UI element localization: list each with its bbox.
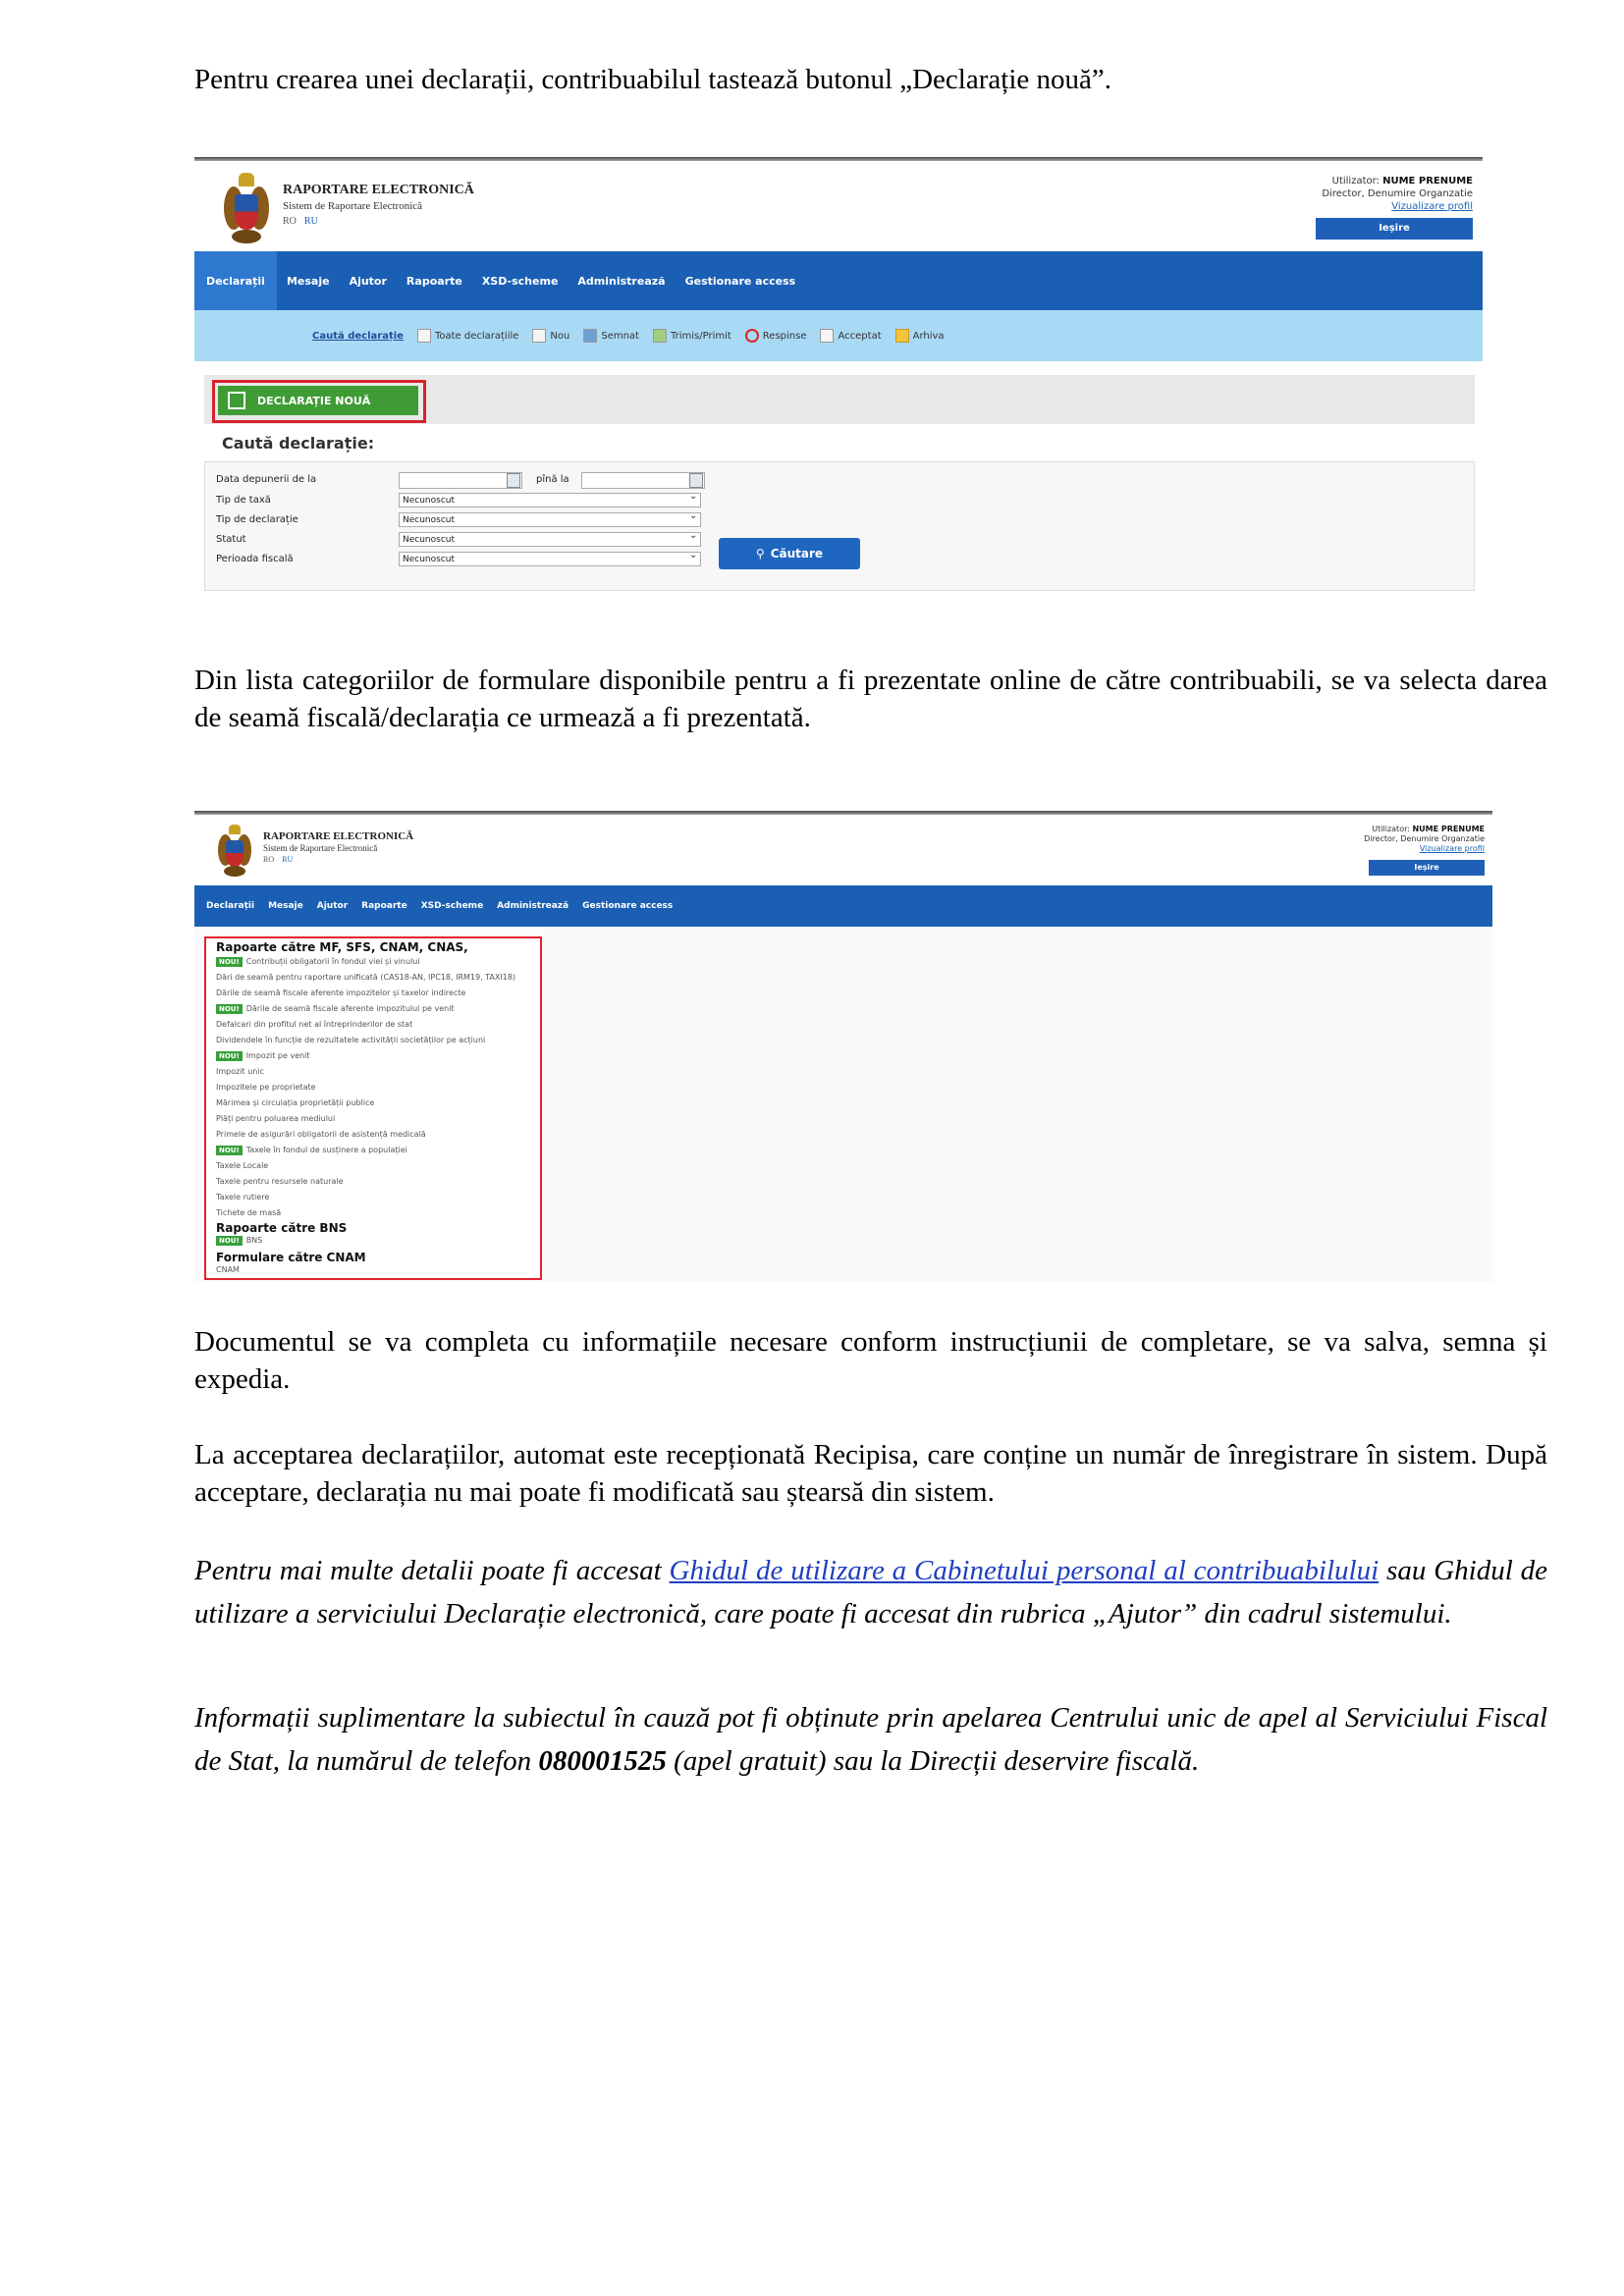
nav-declaratii[interactable]: Declarații: [194, 251, 277, 310]
section-heading-mf: Rapoarte către MF, SFS, CNAM, CNAS,: [216, 940, 468, 954]
user-role: Director, Denumire Organzatie: [1364, 834, 1485, 843]
list-item-label: Taxele în fondul de susținere a populației: [245, 1146, 407, 1154]
new-badge: NOU!: [216, 1004, 243, 1014]
search-button-label: Căutare: [770, 547, 824, 561]
list-item-label: Mărimea și circulația proprietății publice: [216, 1098, 375, 1107]
subnav-sent-label: Trimis/Primit: [670, 330, 731, 342]
nav-xsd-scheme[interactable]: XSD-scheme: [481, 274, 559, 288]
list-item[interactable]: [216, 1098, 374, 1107]
section-heading-cnam: Formulare către CNAM: [216, 1251, 366, 1264]
nav-mesaje[interactable]: Mesaje: [268, 901, 303, 911]
app-title: RAPORTARE ELECTRONICĂ: [283, 183, 474, 197]
nav-ajutor[interactable]: Ajutor: [349, 274, 387, 288]
list-item-label: Plăți pentru poluarea mediului: [216, 1114, 336, 1123]
list-item-label: Impozitele pe proprietate: [216, 1083, 316, 1092]
user-label: Utilizator:: [1331, 176, 1380, 187]
exit-button[interactable]: Ieșire: [1369, 860, 1485, 876]
list-item-label: BNS: [245, 1236, 263, 1245]
app-title: RAPORTARE ELECTRONICĂ: [263, 830, 414, 842]
select-form-paragraph: Din lista categoriilor de formulare disponibile pentru a fi prezentate online de către contribuabili, se va selecta darea de seamă fiscală/declarația ce urmează a fi prezentată.: [194, 665, 1547, 733]
date-from-label: Data depunerii de la: [216, 474, 317, 485]
nav-rapoarte[interactable]: Rapoarte: [406, 274, 462, 288]
list-item[interactable]: [216, 1114, 335, 1123]
screenshot-new-declaration: [194, 157, 1483, 611]
edit-icon: [228, 392, 245, 409]
subnav-new[interactable]: [532, 329, 569, 343]
new-badge: NOU!: [216, 957, 243, 967]
decl-type-select[interactable]: Necunoscut: [399, 512, 701, 527]
list-item[interactable]: [216, 957, 420, 967]
form-category-list: [204, 936, 542, 1280]
info-text-post: (apel gratuit) sau la Direcții deservire fiscală.: [666, 1745, 1200, 1777]
list-item[interactable]: [216, 1020, 412, 1029]
nav-gestionare-access[interactable]: Gestionare access: [582, 901, 674, 911]
date-from-input[interactable]: [399, 472, 522, 489]
user-role: Director, Denumire Organzatie: [1322, 188, 1473, 199]
guide-text-post: sau Ghidul de utilizare a serviciului Declarație electronică, care poate fi accesat din rubrica „Ajutor” din cadrul sistemului.: [194, 1555, 1547, 1629]
list-item-label: Primele de asigurări obligatorii de asistență medicală: [216, 1130, 426, 1139]
lang-ru-link[interactable]: RU: [303, 216, 318, 227]
subnav-signed[interactable]: [583, 329, 639, 343]
list-item-label: Impozit pe venit: [245, 1051, 310, 1060]
accepted-icon: [820, 329, 834, 343]
list-item[interactable]: [216, 1236, 262, 1246]
list-item-label: Defalcari din profitul net al întreprinderilor de stat: [216, 1020, 413, 1029]
acceptance-paragraph: La acceptarea declarațiilor, automat este recepționată Recipisa, care conține un număr de înregistrare în sistem. După acceptare, declarația nu mai poate fi modificată sau ștearsă din sistem.: [194, 1439, 1547, 1508]
user-info: [1322, 175, 1473, 213]
lang-ru-link[interactable]: RU: [282, 855, 294, 864]
language-switch: [283, 216, 474, 227]
nav-administreaza[interactable]: Administrează: [577, 274, 666, 288]
list-item-label: Taxele rutiere: [216, 1193, 270, 1201]
list-item-label: Taxele Locale: [216, 1161, 269, 1170]
search-form: [204, 461, 1475, 591]
status-label: Statut: [216, 534, 246, 545]
list-item-label: Dările de seamă fiscale aferente impozitelor și taxelor indirecte: [216, 988, 466, 997]
nav-rapoarte[interactable]: Rapoarte: [361, 901, 407, 911]
screenshot-form-list: [194, 811, 1492, 1282]
list-item[interactable]: [216, 1161, 268, 1170]
brand: [218, 825, 413, 880]
language-switch: [263, 855, 413, 864]
intro-paragraph: Pentru crearea unei declarații, contribuabilul tastează butonul „Declarație nouă”.: [194, 64, 1111, 95]
list-item[interactable]: [216, 1004, 455, 1014]
main-nav: [194, 885, 1492, 927]
subnav-rejected[interactable]: [745, 329, 807, 343]
subnav-search[interactable]: Caută declarație: [312, 330, 404, 342]
search-title: Caută declarație:: [222, 434, 375, 453]
chevron-down-icon: ⌄: [689, 530, 698, 541]
archive-icon: [895, 329, 909, 343]
sub-nav: [194, 310, 1483, 361]
guide-text-pre: Pentru mai multe detalii poate fi accesat: [194, 1555, 670, 1586]
app-subtitle: Sistem de Raportare Electronică: [283, 200, 423, 212]
rejected-icon: [745, 329, 759, 343]
lang-ro-link[interactable]: RO: [263, 855, 275, 864]
user-name: NUME PRENUME: [1382, 176, 1473, 187]
coat-of-arms-icon: [218, 825, 251, 880]
main-nav: [194, 251, 1483, 310]
list-item[interactable]: [216, 1036, 485, 1044]
nav-administreaza[interactable]: Administrează: [497, 901, 569, 911]
decl-type-label: Tip de declarație: [216, 514, 298, 525]
chevron-down-icon: ⌄: [689, 510, 698, 521]
new-badge: NOU!: [216, 1051, 243, 1061]
period-select[interactable]: Necunoscut: [399, 552, 701, 566]
calendar-icon[interactable]: [689, 473, 703, 488]
list-item[interactable]: [216, 1265, 240, 1274]
list-item-label: Contribuții obligatorii în fondul viei și vinului: [245, 957, 420, 966]
guide-paragraph: [194, 1549, 1547, 1635]
subnav-signed-label: Semnat: [601, 330, 639, 342]
brand-text: [263, 830, 413, 864]
calendar-icon[interactable]: [507, 473, 520, 488]
list-item-label: Dările de seamă fiscale aferente impozitului pe venit: [245, 1004, 455, 1013]
subnav-all[interactable]: [417, 329, 518, 343]
complete-paragraph: Documentul se va completa cu informațiile necesare conform instrucțiunii de completare, se va salva, semna și expedia.: [194, 1326, 1547, 1395]
subnav-archive-label: Arhiva: [912, 330, 945, 342]
list-item[interactable]: [216, 1146, 407, 1155]
subnav-accepted-label: Acceptat: [838, 330, 882, 342]
list-item[interactable]: [216, 1130, 426, 1139]
user-info: [1364, 825, 1485, 854]
lang-ro-link[interactable]: RO: [283, 216, 297, 227]
list-item-label: Impozit unic: [216, 1067, 264, 1076]
phone-number: 080001525: [538, 1745, 667, 1777]
search-button[interactable]: [719, 538, 860, 569]
list-item-label: Dări de seamă pentru raportare unificată (CAS18-AN, IPC18, IRM19, TAXI18): [216, 973, 516, 982]
brand-text: [283, 183, 474, 227]
chevron-down-icon: ⌄: [689, 491, 698, 502]
list-item[interactable]: [216, 1083, 316, 1092]
period-label: Perioada fiscală: [216, 554, 294, 564]
view-profile-link[interactable]: Vizualizare profil: [1391, 201, 1473, 212]
tax-type-label: Tip de taxă: [216, 495, 271, 506]
user-name: NUME PRENUME: [1412, 825, 1485, 833]
coat-of-arms-icon: [224, 173, 269, 247]
list-item-label: Taxele pentru resursele naturale: [216, 1177, 344, 1186]
nav-gestionare-access[interactable]: Gestionare access: [684, 274, 796, 288]
view-profile-link[interactable]: Vizualizare profil: [1419, 844, 1485, 853]
list-item-label: CNAM: [216, 1265, 240, 1274]
list-item-label: Tichete de masă: [216, 1208, 282, 1217]
list-item[interactable]: [216, 1067, 264, 1076]
nav-mesaje[interactable]: Mesaje: [286, 274, 330, 288]
tax-type-select[interactable]: Necunoscut: [399, 493, 701, 507]
document-icon: [417, 329, 431, 343]
info-text-pre: Informații suplimentare la subiectul în cauză pot fi obținute prin apelarea Centrului unic de apel al Serviciului Fiscal de Stat, la numărul de telefon: [194, 1702, 1547, 1777]
list-item[interactable]: [216, 973, 515, 982]
new-declaration-label: DECLARAȚIE NOUĂ: [257, 394, 371, 407]
list-item[interactable]: [216, 1177, 344, 1186]
subnav-sent[interactable]: [653, 329, 731, 343]
user-label: Utilizator:: [1372, 825, 1410, 833]
list-item[interactable]: [216, 988, 465, 997]
nav-declaratii[interactable]: Declarații: [206, 901, 255, 911]
document-icon: [532, 329, 546, 343]
new-badge: NOU!: [216, 1236, 243, 1246]
status-select[interactable]: Necunoscut: [399, 532, 701, 547]
chevron-down-icon: ⌄: [689, 550, 698, 561]
subnav-rejected-label: Respinse: [762, 330, 807, 342]
guide-link[interactable]: Ghidul de utilizare a Cabinetului personal al contribuabilului: [669, 1555, 1380, 1586]
list-item[interactable]: [216, 1193, 269, 1201]
list-item[interactable]: [216, 1051, 310, 1061]
date-to-input[interactable]: [581, 472, 705, 489]
app-subtitle: Sistem de Raportare Electronică: [263, 843, 378, 853]
list-item[interactable]: [216, 1208, 281, 1217]
top-border: [194, 811, 1492, 815]
brand: [224, 173, 474, 247]
section-heading-bns: Rapoarte către BNS: [216, 1221, 348, 1235]
sent-icon: [653, 329, 667, 343]
subnav-new-label: Nou: [550, 330, 570, 342]
exit-button[interactable]: Ieșire: [1316, 218, 1473, 240]
date-to-label: pînă la: [536, 474, 569, 485]
list-item-label: Dividendele în funcție de rezultatele activității societăților pe acțiuni: [216, 1036, 486, 1044]
new-badge: NOU!: [216, 1146, 243, 1155]
signed-icon: [583, 329, 597, 343]
nav-xsd-scheme[interactable]: XSD-scheme: [420, 901, 484, 911]
subnav-archive[interactable]: [895, 329, 945, 343]
info-paragraph: [194, 1696, 1547, 1783]
subnav-accepted[interactable]: [820, 329, 881, 343]
top-border: [194, 157, 1483, 161]
subnav-all-label: Toate declarațiile: [434, 330, 519, 342]
search-icon: ⚲: [755, 547, 765, 561]
nav-ajutor[interactable]: Ajutor: [316, 901, 349, 911]
new-declaration-button[interactable]: [218, 386, 418, 415]
